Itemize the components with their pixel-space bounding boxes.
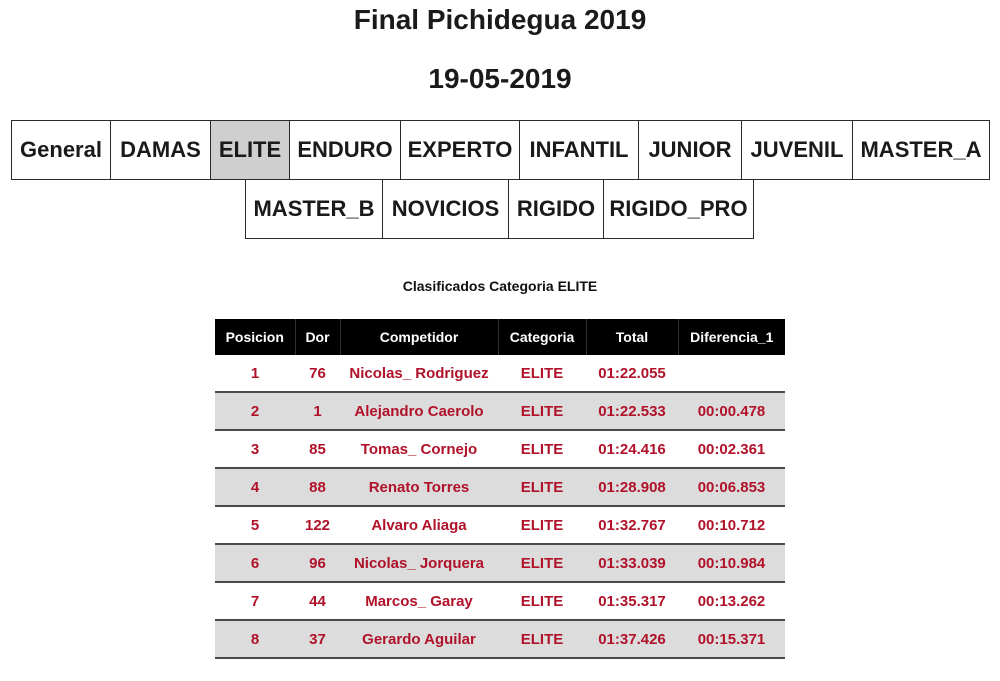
cell-categoria: ELITE [498, 506, 586, 544]
cell-total: 01:35.317 [586, 582, 678, 620]
cell-dor: 1 [295, 392, 340, 430]
cell-total: 01:37.426 [586, 620, 678, 658]
tab-master-a[interactable]: MASTER_A [852, 120, 990, 180]
cell-categoria: ELITE [498, 392, 586, 430]
cell-posicion: 7 [215, 582, 295, 620]
event-date: 19-05-2019 [428, 63, 572, 94]
cell-posicion: 8 [215, 620, 295, 658]
cell-dor: 85 [295, 430, 340, 468]
cell-total: 01:32.767 [586, 506, 678, 544]
tab-enduro[interactable]: ENDURO [289, 120, 401, 180]
table-row [215, 392, 785, 430]
cell-diferencia: 00:10.984 [678, 544, 785, 582]
tab-juvenil[interactable]: JUVENIL [741, 120, 853, 180]
table-header-row [215, 319, 785, 355]
cell-competidor: Alejandro Caerolo [340, 392, 498, 430]
cell-categoria: ELITE [498, 468, 586, 506]
cell-posicion: 4 [215, 468, 295, 506]
page-title: Final Pichidegua 2019 [353, 4, 647, 35]
tab-elite[interactable]: ELITE [210, 120, 290, 180]
cell-total: 01:22.533 [586, 392, 678, 430]
tab-general[interactable]: General [11, 120, 111, 180]
tab-rigido[interactable]: RIGIDO [508, 179, 604, 239]
cell-dor: 76 [295, 355, 340, 392]
cell-categoria: ELITE [498, 355, 586, 392]
cell-competidor: Tomas_ Cornejo [340, 430, 498, 468]
table-row [215, 506, 785, 544]
column-header-diferencia: Diferencia_1 [678, 319, 785, 355]
cell-diferencia: 00:00.478 [678, 392, 785, 430]
cell-posicion: 2 [215, 392, 295, 430]
column-header-total: Total [586, 319, 678, 355]
column-header-dor: Dor [295, 319, 340, 355]
cell-total: 01:22.055 [586, 355, 678, 392]
cell-posicion: 6 [215, 544, 295, 582]
results-table [215, 319, 785, 659]
table-row [215, 430, 785, 468]
cell-posicion: 5 [215, 506, 295, 544]
tab-damas[interactable]: DAMAS [110, 120, 211, 180]
cell-dor: 37 [295, 620, 340, 658]
table-row [215, 620, 785, 658]
cell-categoria: ELITE [498, 430, 586, 468]
cell-dor: 122 [295, 506, 340, 544]
cell-competidor: Marcos_ Garay [340, 582, 498, 620]
column-header-competidor: Competidor [340, 319, 498, 355]
table-row [215, 355, 785, 392]
tab-row-1 [11, 120, 990, 180]
tab-master-b[interactable]: MASTER_B [245, 179, 383, 239]
cell-diferencia [678, 355, 785, 392]
cell-competidor: Nicolas_ Rodriguez [340, 355, 498, 392]
tab-junior[interactable]: JUNIOR [638, 120, 742, 180]
cell-competidor: Alvaro Aliaga [340, 506, 498, 544]
cell-dor: 96 [295, 544, 340, 582]
cell-dor: 44 [295, 582, 340, 620]
cell-categoria: ELITE [498, 620, 586, 658]
cell-diferencia: 00:10.712 [678, 506, 785, 544]
cell-posicion: 3 [215, 430, 295, 468]
tab-novicios[interactable]: NOVICIOS [382, 179, 509, 239]
table-row [215, 544, 785, 582]
column-header-categoria: Categoria [498, 319, 586, 355]
tab-experto[interactable]: EXPERTO [400, 120, 520, 180]
cell-posicion: 1 [215, 355, 295, 392]
cell-competidor: Nicolas_ Jorquera [340, 544, 498, 582]
tab-rigido-pro[interactable]: RIGIDO_PRO [603, 179, 754, 239]
section-title: Clasificados Categoria ELITE [402, 278, 598, 294]
cell-total: 01:24.416 [586, 430, 678, 468]
cell-dor: 88 [295, 468, 340, 506]
cell-categoria: ELITE [498, 544, 586, 582]
table-row [215, 468, 785, 506]
cell-competidor: Gerardo Aguilar [340, 620, 498, 658]
table-row [215, 582, 785, 620]
column-header-posicion: Posicion [215, 319, 295, 355]
tab-infantil[interactable]: INFANTIL [519, 120, 639, 180]
cell-diferencia: 00:13.262 [678, 582, 785, 620]
tab-row-2 [245, 179, 754, 239]
cell-diferencia: 00:15.371 [678, 620, 785, 658]
cell-competidor: Renato Torres [340, 468, 498, 506]
cell-diferencia: 00:02.361 [678, 430, 785, 468]
cell-total: 01:28.908 [586, 468, 678, 506]
cell-diferencia: 00:06.853 [678, 468, 785, 506]
cell-total: 01:33.039 [586, 544, 678, 582]
cell-categoria: ELITE [498, 582, 586, 620]
